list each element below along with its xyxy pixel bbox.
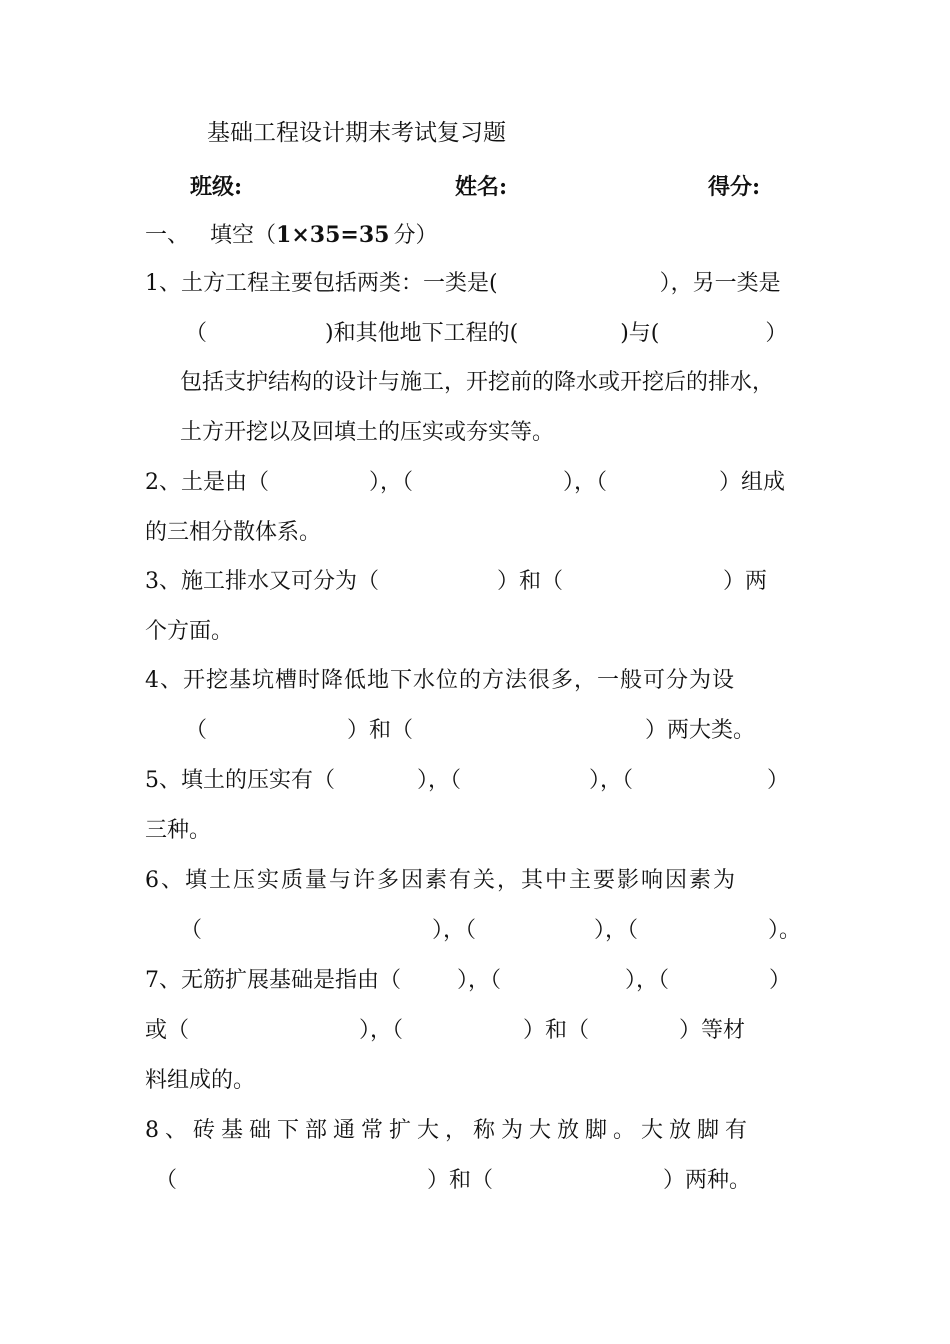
section-heading bbox=[145, 218, 437, 249]
q2-text-a: 2、土是由（ bbox=[145, 470, 269, 495]
q4-line1: 4、开挖基坑槽时降低地下水位的方法很多，一般可分为设 bbox=[145, 668, 735, 693]
q7-text-b: ），（ bbox=[457, 968, 502, 993]
q5-text-c: ），（ bbox=[589, 768, 634, 793]
q1-text-d: )和其他地下工程的( bbox=[325, 321, 519, 346]
q6-line2 bbox=[180, 916, 801, 946]
q6-line1: 6、填土压实质量与许多因素有关，其中主要影响因素为 bbox=[145, 868, 737, 893]
q4-text-b: （ bbox=[185, 718, 208, 743]
section-unit: 分） bbox=[393, 223, 438, 248]
q5-text-b: ），（ bbox=[417, 768, 462, 793]
q7-text-f: ），（ bbox=[359, 1018, 404, 1043]
q6-text-c: ），（ bbox=[432, 918, 477, 943]
q2-line2: 的三相分散体系。 bbox=[145, 520, 322, 545]
q1-line3: 包括支护结构的设计与施工，开挖前的降水或开挖后的排水， bbox=[180, 370, 775, 395]
q7-line3: 料组成的。 bbox=[145, 1068, 256, 1093]
q7-line1 bbox=[145, 966, 791, 996]
q2-text-c: ），（ bbox=[563, 470, 608, 495]
q8-text-c: ）和（ bbox=[427, 1168, 494, 1193]
section-number: 一、 bbox=[145, 223, 190, 248]
section-label: 填空（ bbox=[210, 223, 277, 248]
q4-text-c: ）和（ bbox=[347, 718, 414, 743]
q7-line2 bbox=[145, 1016, 745, 1046]
q8-line1: 8、砖基础下部通常扩大，称为大放脚。大放脚有 bbox=[145, 1118, 753, 1143]
q7-text-h: ）等材 bbox=[679, 1018, 746, 1043]
q8-text-d: ）两种。 bbox=[663, 1168, 752, 1193]
q8-line2 bbox=[155, 1166, 751, 1196]
q1-line1 bbox=[145, 269, 781, 299]
document-title: 基础工程设计期末考试复习题 bbox=[207, 120, 506, 146]
q5-line1 bbox=[145, 766, 789, 796]
q4-text-d: ）两大类。 bbox=[645, 718, 756, 743]
q7-text-c: ），（ bbox=[625, 968, 670, 993]
q3-line2: 个方面。 bbox=[145, 619, 234, 644]
q1-text-e: )与( bbox=[620, 321, 660, 346]
q1-text-a: 1、土方工程主要包括两类：一类是( bbox=[145, 271, 498, 296]
q7-text-a: 7、无筋扩展基础是指由（ bbox=[145, 968, 401, 993]
q3-line1 bbox=[145, 567, 767, 597]
section-score: 1×35=35 bbox=[276, 222, 390, 248]
q7-text-g: ）和（ bbox=[523, 1018, 590, 1043]
q1-text-f: ） bbox=[765, 321, 788, 346]
q2-line1 bbox=[145, 468, 785, 498]
q8-text-b: （ bbox=[155, 1168, 178, 1193]
q6-text-b: （ bbox=[180, 918, 203, 943]
q2-text-b: ），（ bbox=[369, 470, 414, 495]
q1-line4: 土方开挖以及回填土的压实或夯实等。 bbox=[180, 420, 555, 445]
class-label: 班级: bbox=[190, 174, 243, 200]
q1-text-b: ），另一类是 bbox=[659, 271, 781, 296]
q6-text-e: ）。 bbox=[768, 918, 802, 943]
q7-text-e: 或（ bbox=[145, 1018, 190, 1043]
q1-line2 bbox=[185, 319, 787, 349]
q3-text-b: ）和（ bbox=[497, 569, 564, 594]
q3-text-c: ）两 bbox=[723, 569, 768, 594]
q5-line2: 三种。 bbox=[145, 818, 212, 843]
q1-text-c: （ bbox=[185, 321, 208, 346]
q5-text-a: 5、填土的压实有（ bbox=[145, 768, 335, 793]
q3-text-a: 3、施工排水又可分为（ bbox=[145, 569, 379, 594]
name-label: 姓名: bbox=[455, 174, 508, 200]
q2-text-d: ）组成 bbox=[719, 470, 786, 495]
q7-text-d: ） bbox=[769, 968, 792, 993]
score-label: 得分: bbox=[708, 174, 761, 200]
q4-line2 bbox=[185, 716, 755, 746]
q6-text-d: ），（ bbox=[594, 918, 639, 943]
q5-text-d: ） bbox=[767, 768, 790, 793]
